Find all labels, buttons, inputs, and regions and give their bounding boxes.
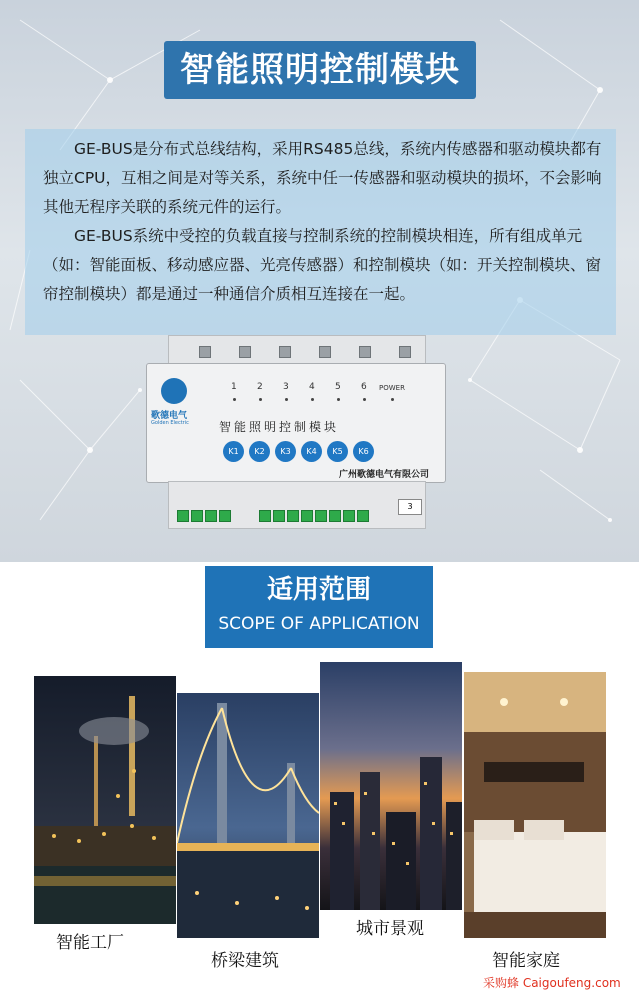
terminal-screw [357,510,369,522]
terminal-screw [343,510,355,522]
channel-button-k4: K4 [301,441,322,462]
terminal-screw [301,510,313,522]
terminal-screw [273,510,285,522]
module-name: 智能照明控制模块 [219,420,340,434]
terminal-screw [205,510,217,522]
channel-number: 5 [335,382,341,392]
channel-number: 4 [309,382,315,392]
lighting-control-module-image [146,335,446,535]
caption-smart-factory: 智能工厂 [56,933,124,953]
channel-button-k1: K1 [223,441,244,462]
terminal-screw [177,510,189,522]
terminal-screw [219,510,231,522]
channel-button-k5: K5 [327,441,348,462]
brand-name-en: Golden Electric [151,420,189,426]
terminal-screw [359,346,371,358]
channel-led [259,398,262,401]
bedroom-illustration [464,672,606,938]
smart-home-photo [464,672,606,938]
scope-header [205,566,433,648]
smart-factory-photo [34,676,176,924]
channel-number: 6 [361,382,367,392]
terminal-screw [287,510,299,522]
manufacturer-name: 广州歌德电气有限公司 [339,470,430,480]
channel-number: 1 [231,382,237,392]
channel-led [233,398,236,401]
terminal-screw [319,346,331,358]
scope-title-cn: 适用范围 [266,575,371,605]
terminal-screw [191,510,203,522]
channel-number: 3 [283,382,289,392]
intro-paragraph: GE-BUS是分布式总线结构，采用RS485总线，系统内传感器和驱动模块都有独立CPU，互相之间是对等关系，系统中任一传感器和驱动模块的损坏，不会影响其他无程序关联的系统元件的运行。 [43,140,602,216]
brand-logo-icon [161,378,187,404]
channel-led [363,398,366,401]
caption-smart-home: 智能家庭 [492,951,560,971]
terminal-screw [315,510,327,522]
channel-button-k2: K2 [249,441,270,462]
intro-panel [25,129,616,335]
terminal-screw [279,346,291,358]
terminal-screw [239,346,251,358]
module-front-panel [146,363,446,483]
channel-number: 2 [257,382,263,392]
bridge-building-photo [177,693,319,938]
channel-button-k6: K6 [353,441,374,462]
power-label: POWER [379,384,405,392]
bridge-illustration [177,693,319,938]
terminal-screw [259,510,271,522]
terminal-screw [199,346,211,358]
channel-led [311,398,314,401]
power-led [391,398,394,401]
city-illustration [320,662,462,910]
brand-name: 歌德电气 [151,411,188,421]
page-title: 智能照明控制模块 [164,41,476,99]
terminal-screw [329,510,341,522]
channel-button-k3: K3 [275,441,296,462]
scope-title-en: SCOPE OF APPLICATION [218,614,420,634]
factory-illustration [34,676,176,924]
caption-bridge-building: 桥梁建筑 [211,951,279,971]
intro-paragraph: GE-BUS系统中受控的负载直接与控制系统的控制模块相连，所有组成单元（如：智能面板、移动感应器、光亮传感器）和控制模块（如：开关控制模块、窗帘控制模块）都是通过一种通信介质相互连接在一起。 [43,227,602,303]
module-bottom-terminal-block [168,481,426,529]
channel-led [337,398,340,401]
watermark: 采购蜂 Caigoufeng.com [483,976,621,990]
module-label: 3 [398,499,422,515]
city-landscape-photo [320,662,462,910]
channel-led [285,398,288,401]
terminal-screw [399,346,411,358]
caption-city-landscape: 城市景观 [356,919,424,939]
